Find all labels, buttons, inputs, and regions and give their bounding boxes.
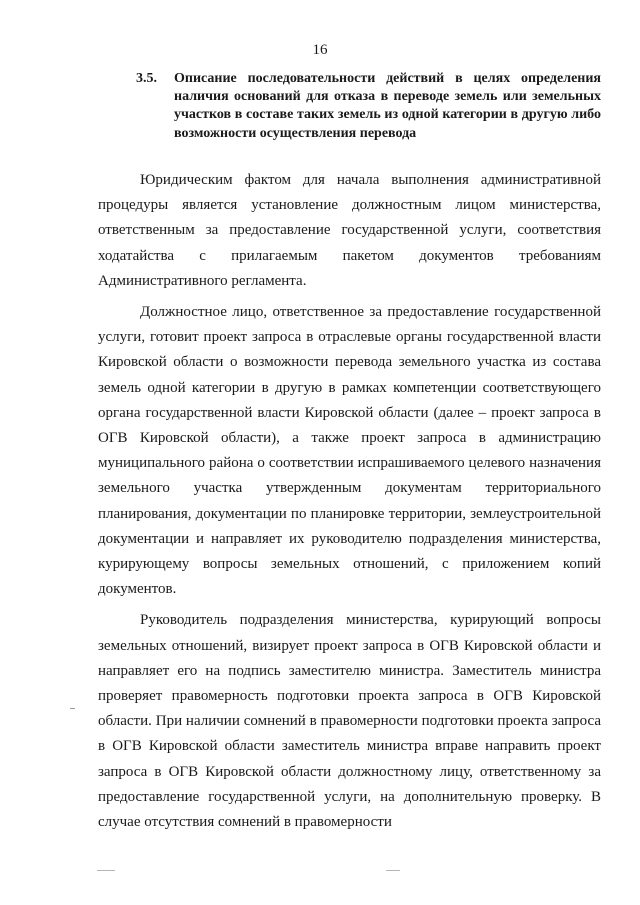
section-heading — [136, 70, 601, 143]
section-title: Описание последовательности действий в целях определения наличия оснований для отказа в переводе земель или земельных участков в составе таких земель из одной категории в другую либо возможности осуществления перевода — [174, 71, 601, 141]
page-number: 16 — [312, 42, 328, 58]
body-text — [98, 168, 601, 835]
section-number: 3.5. — [136, 71, 157, 86]
scan-mark-bottom-left — [97, 870, 115, 871]
paragraph-legal-fact: Юридическим фактом для начала выполнения административной процедуры является установление должностным лицом министерства, ответственным за предоставление государственной услуги, соответствия ходатайства с прилагаемым пакетом документов требованиям Административного регламента. — [98, 172, 601, 289]
paragraph-draft-request: Должностное лицо, ответственное за предоставление государственной услуги, готовит проект запроса в отраслевые органы государственной власти Кировской области о возможности перевода земельного участка из состава земель одной категории в другую в рамках компетенции соответствующего органа государственной власти Кировской области (далее – проект запроса в ОГВ Кировской области), а также проект запроса в администрацию муниципального района о соответствии испрашиваемого целевого назначения земельного участка утвержденным документам территориального планирования, документации по планировке территории, землеустроительной документации и направляет их руководителю подразделения министерства, курирующему вопросы земельных отношений, с приложением копий документов. — [98, 304, 601, 598]
scan-mark-bottom-center — [386, 870, 400, 871]
scan-mark-left — [70, 708, 75, 709]
paragraph-review: Руководитель подразделения министерства, курирующий вопросы земельных отношений, визирует проект запроса в ОГВ Кировской области и направляет его на подпись заместителю министра. Заместитель министра проверяет правомерность подготовки проекта запроса в ОГВ Кировской области. При наличии сомнений в правомерности подготовки проекта запроса в ОГВ Кировской области заместитель министра вправе направить проект запроса в ОГВ Кировской области должностному лицу, ответственному за предоставление государственной услуги, на дополнительную проверку. В случае отсутствия сомнений в правомерности — [98, 612, 601, 831]
